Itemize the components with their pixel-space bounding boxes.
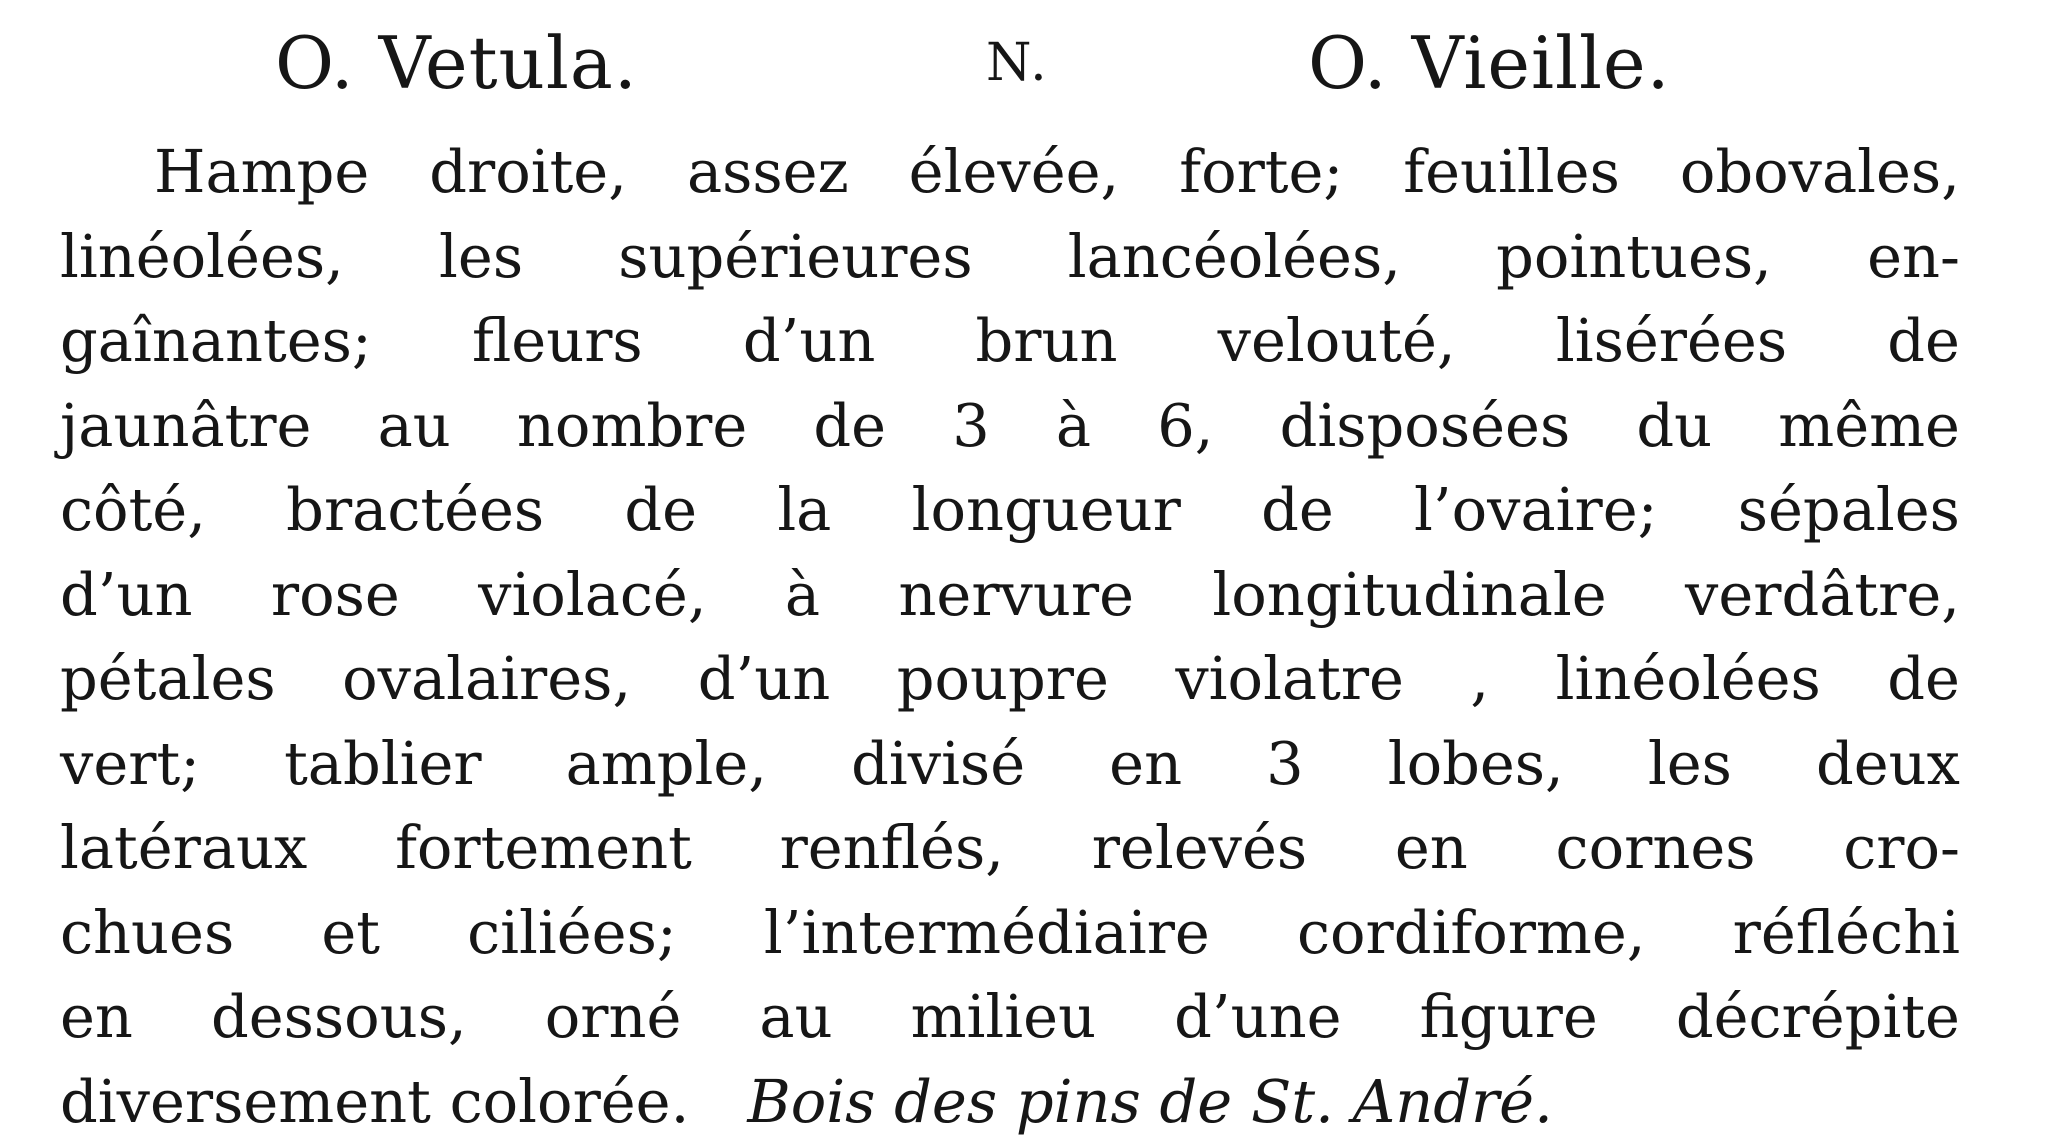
word: cordiforme, (1296, 897, 1646, 967)
word: ciliées; (467, 897, 677, 967)
word: au (759, 982, 833, 1051)
latin-species-name: O. Vetula. (275, 21, 638, 105)
word: nervure (898, 559, 1135, 629)
word: au (377, 390, 451, 460)
word: de (624, 475, 698, 544)
word: poupre (896, 644, 1109, 713)
word: jaunâtre (60, 390, 312, 460)
word: linéolées (1555, 644, 1821, 713)
word: à (784, 559, 821, 629)
word: de (1887, 306, 1960, 375)
word: la (777, 475, 832, 544)
word: à (1055, 390, 1092, 460)
description-line (60, 384, 1960, 469)
species-mark: N. (986, 33, 1049, 93)
word: rose (270, 559, 400, 629)
word: nombre (516, 390, 748, 460)
word: les (439, 221, 524, 291)
description-last-line (60, 1060, 1960, 1144)
word: en (60, 982, 133, 1051)
word: lobes, (1387, 728, 1564, 798)
word: ample, (565, 728, 768, 798)
word: violacé, (478, 559, 707, 629)
word: bractées (286, 475, 545, 544)
description-line (60, 553, 1960, 638)
word: forte; (1179, 137, 1344, 206)
word: cro- (1843, 813, 1960, 882)
word: Hampe (154, 137, 370, 206)
species-description (60, 130, 1960, 1144)
word: verdâtre, (1685, 559, 1960, 629)
word: assez (686, 137, 849, 206)
word: feuilles (1403, 137, 1620, 206)
species-heading (0, 8, 2048, 118)
word: pointues, (1496, 221, 1772, 291)
word: brun (975, 306, 1118, 375)
word: renflés, (779, 813, 1004, 882)
word: velouté, (1217, 306, 1456, 375)
word: vert; (60, 728, 201, 798)
word: sépales (1737, 475, 1960, 544)
word: en- (1867, 221, 1960, 291)
word: et (321, 897, 380, 967)
word: l’ovaire; (1413, 475, 1658, 544)
word: d’un (742, 306, 876, 375)
word: droite, (429, 137, 627, 206)
word: gaînantes; (60, 306, 372, 375)
word: supérieures (618, 221, 973, 291)
word: d’un (60, 559, 193, 629)
word: linéolées, (60, 221, 344, 291)
word: chues (60, 897, 235, 967)
word: côté, (60, 475, 206, 544)
word: d’un (697, 644, 831, 713)
word: élevée, (908, 137, 1120, 206)
word: réfléchi (1732, 897, 1960, 967)
word: fortement (395, 813, 692, 882)
description-line (60, 215, 1960, 300)
word: dessous, (210, 982, 467, 1051)
word: orné (544, 982, 682, 1051)
word: lisérées (1555, 306, 1788, 375)
word: ovalaires, (342, 644, 632, 713)
word: de (1887, 644, 1960, 713)
word: de (813, 390, 887, 460)
word: figure (1419, 982, 1598, 1051)
word: divisé (851, 728, 1026, 798)
word: violatre (1175, 644, 1404, 713)
word: en (1394, 813, 1468, 882)
description-line (60, 806, 1960, 891)
word: tablier (284, 728, 482, 798)
word: relevés (1091, 813, 1308, 882)
word: l’intermédiaire (763, 897, 1210, 967)
word: 6, (1157, 390, 1214, 460)
word: pétales (60, 644, 276, 713)
word: deux (1815, 728, 1960, 798)
description-line (60, 130, 1960, 215)
word: en (1109, 728, 1183, 798)
description-line (60, 722, 1960, 807)
word: du (1636, 390, 1713, 460)
word: obovales, (1679, 137, 1960, 206)
french-species-name: O. Vieille. (1308, 21, 1671, 105)
description-line (60, 637, 1960, 722)
word: de (1261, 475, 1334, 544)
word: lancéolées, (1067, 221, 1401, 291)
word: décrépite (1675, 982, 1960, 1051)
word: 3 (1266, 728, 1304, 798)
word: disposées (1279, 390, 1571, 460)
word: milieu (910, 982, 1097, 1051)
description-line (60, 975, 1960, 1060)
word: longueur (911, 475, 1181, 544)
habitat-text: Bois des pins de St. André. (747, 1066, 1553, 1136)
word: longitudinale (1212, 559, 1607, 629)
word: les (1647, 728, 1732, 798)
word: , (1470, 644, 1490, 713)
word: même (1778, 390, 1960, 460)
description-line (60, 468, 1960, 553)
word: fleurs (471, 306, 643, 375)
description-line (60, 891, 1960, 976)
word: cornes (1555, 813, 1756, 882)
word: d’une (1174, 982, 1342, 1051)
word: 3 (952, 390, 990, 460)
description-closing-text: diversement colorée. (60, 1066, 690, 1136)
description-line (60, 299, 1960, 384)
word: latéraux (60, 813, 308, 882)
